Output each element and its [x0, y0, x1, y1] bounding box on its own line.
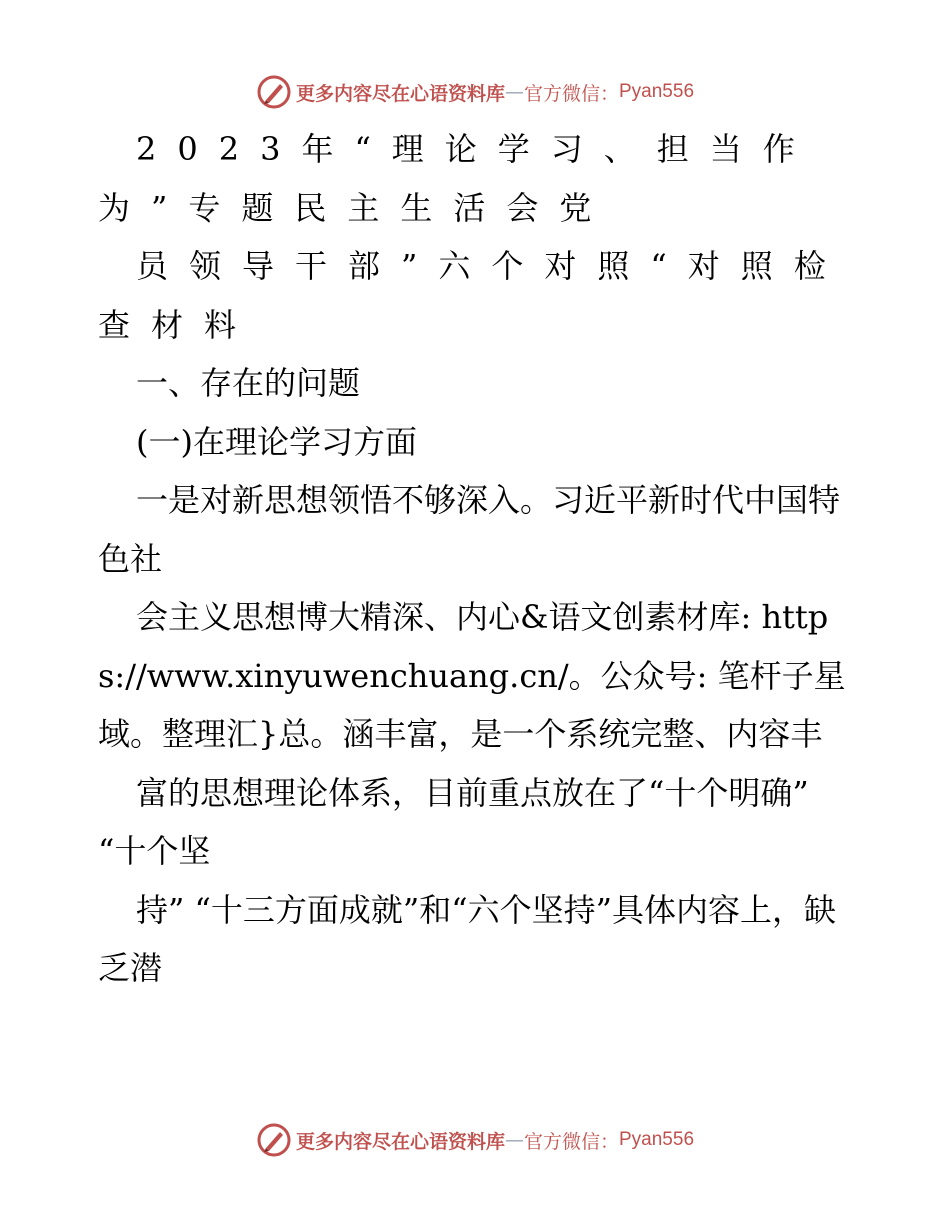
pen-logo-icon — [256, 1122, 292, 1158]
pen-logo-icon — [256, 74, 292, 110]
subsection-heading: (一)在理论学习方面 — [136, 422, 417, 461]
paragraph: 富的思想理论体系，目前重点放在了“十个明确” “十个坚 — [98, 773, 809, 870]
doc-title-line-2: 员领导干部”六个对照“对照检查材料 — [98, 247, 847, 344]
section-heading: 一、存在的问题 — [136, 364, 361, 402]
document-body — [98, 120, 858, 998]
watermark-main-text: 更多内容尽在心语资料库 — [295, 1130, 505, 1153]
watermark-wechat-id: Pyan556 — [619, 1129, 695, 1150]
watermark-main-text: 更多内容尽在心语资料库 — [295, 82, 505, 105]
watermark-dash: — — [504, 1129, 524, 1151]
paragraph: 一是对新思想领悟不够深入。习近平新时代中国特色社 — [98, 481, 841, 578]
footer-watermark — [0, 1118, 950, 1162]
paragraph: 会主义思想博大精深、内心&语文创素材库: https://www.xinyuwenchuang.cn/。公众号: 笔杆子星域。整理汇}总。涵丰富，是一个系统完整、内容丰 — [98, 598, 846, 753]
watermark-dash: — — [504, 81, 524, 103]
watermark-wechat-id: Pyan556 — [619, 81, 695, 102]
watermark-sub-text: 官方微信： — [523, 1130, 619, 1153]
paragraph: 持” “十三方面成就”和“六个坚持”具体内容上，缺乏潜 — [98, 890, 836, 987]
watermark-sub-text: 官方微信： — [523, 82, 619, 105]
doc-title-line-1: 2023年“理论学习、担当作为”专题民主生活会党 — [98, 130, 816, 227]
header-watermark — [0, 70, 950, 114]
